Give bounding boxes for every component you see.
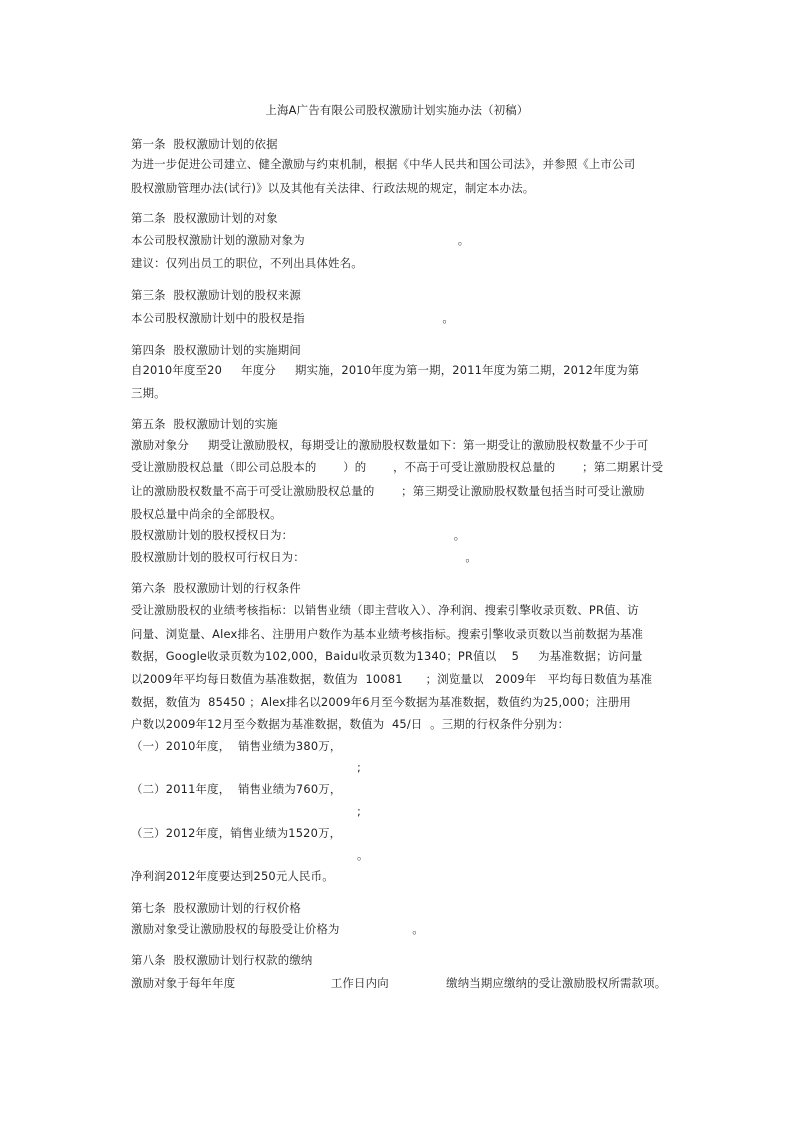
article-2-note: 建议：仅列出员工的职位，不列出具体姓名。 <box>131 256 363 270</box>
article-2-heading: 第二条 股权激励计划的对象 <box>131 211 278 225</box>
document-title: 上海A广告有限公司股权激励计划实施办法（初稿） <box>265 103 529 117</box>
article-4-line: 三期。 <box>131 386 166 400</box>
article-1-heading: 第一条 股权激励计划的依据 <box>131 137 278 151</box>
article-5-line: 受让激励股权总量（即公司总股本的 ）的 ，不高于可受让激励股权总量的 ；第二期累计受 <box>131 460 664 474</box>
article-1-line: 为进一步促进公司建立、健全激励与约束机制，根据《中华人民共和国公司法》，并参照《上市公司 <box>131 157 636 171</box>
article-5-heading: 第五条 股权激励计划的实施 <box>131 417 278 431</box>
condition-2011: （二）2011年度， 销售业绩为760万， <box>131 782 342 796</box>
article-6-line: 户数以2009年12月至今数据为基准数据，数值为 45/日 。三期的行权条件分别为： <box>131 717 570 731</box>
article-4-heading: 第四条 股权激励计划的实施期间 <box>131 343 301 357</box>
article-5-line: 股权总量中尚余的全部股权。 <box>131 507 282 521</box>
article-8-heading: 第八条 股权激励计划行权款的缴纳 <box>131 953 313 967</box>
article-7-heading: 第七条 股权激励计划的行权价格 <box>131 901 301 915</box>
article-6-line: 问量、浏览量、Alex排名、注册用户数作为基本业绩考核指标。搜索引擎收录页数以当前数据为基准 <box>131 627 644 641</box>
article-5-exercise-date: 股权激励计划的股权可行权日为： 。 <box>131 550 477 564</box>
condition-2012-end: 。 <box>357 848 369 862</box>
article-5-line: 激励对象分 期受让激励股权，每期受让的激励股权数量如下：第一期受让的激励股权数量不少于可 <box>131 438 649 452</box>
article-2-line: 本公司股权激励计划的激励对象为 。 <box>131 233 470 247</box>
article-6-line: 数据，Google收录页数为102,000，Baidu收录页数为1340；PR值以 5 为基准数据；访问量 <box>131 649 643 663</box>
article-6-line: 数据，数值为 85450 ；Alex排名以2009年6月至今数据为基准数据，数值约为25,000；注册用 <box>131 695 632 709</box>
article-3-line: 本公司股权激励计划中的股权是指 。 <box>131 311 454 325</box>
condition-2010-end: ; <box>357 760 362 774</box>
article-8-line: 激励对象于每年年度 工作日内向 缴纳当期应缴纳的受让激励股权所需款项。 <box>131 976 667 990</box>
condition-2011-end: ; <box>357 804 362 818</box>
net-profit-requirement: 净利润2012年度要达到250元人民币。 <box>131 869 334 883</box>
article-5-grant-date: 股权激励计划的股权授权日为： 。 <box>131 528 466 542</box>
article-6-heading: 第六条 股权激励计划的行权条件 <box>131 581 301 595</box>
article-1-line: 股权激励管理办法(试行)》以及其他有关法律、行政法规的规定，制定本办法。 <box>131 181 535 195</box>
article-3-heading: 第三条 股权激励计划的股权来源 <box>131 288 301 302</box>
condition-2012: （三）2012年度，销售业绩为1520万， <box>131 826 342 840</box>
article-4-line: 自2010年度至20 年度分 期实施，2010年度为第一期，2011年度为第二期，2012年度为第 <box>131 363 640 377</box>
article-6-line: 受让激励股权的业绩考核指标：以销售业绩（即主营收入）、净利润、搜索引擎收录页数、PR值、访 <box>131 603 639 617</box>
article-5-line: 让的激励股权数量不高于可受让激励股权总量的 ；第三期受让激励股权数量包括当时可受让激励 <box>131 484 645 498</box>
article-6-line: 以2009年平均每日数值为基准数据，数值为 10081 ；浏览量以 2009年 平均每日数值为基准 <box>131 672 653 686</box>
condition-2010: （一）2010年度， 销售业绩为380万， <box>131 739 342 753</box>
article-7-line: 激励对象受让激励股权的每股受让价格为 。 <box>131 922 424 936</box>
